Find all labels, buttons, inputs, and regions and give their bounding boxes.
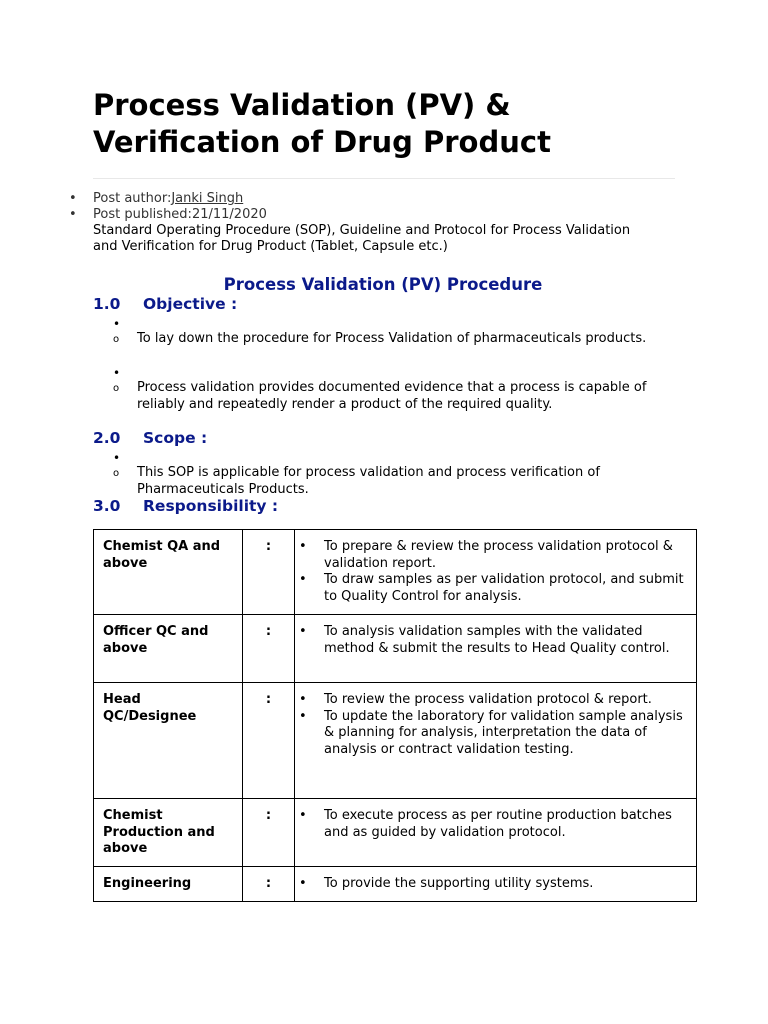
title-divider — [93, 178, 675, 179]
objective-item-2-text: Process validation provides documented evidence that a process is capable of reliably and repeatedly render a product of the required quality. — [137, 380, 647, 412]
role-cell: Chemist Production and above — [94, 799, 243, 867]
table-row — [94, 615, 697, 683]
duty-item: • To draw samples as per validation protocol, and submit to Quality Control for analysis. — [295, 572, 688, 605]
role-cell: Chemist QA and above — [94, 530, 243, 615]
duty-item: • To prepare & review the process validation protocol & validation report. — [295, 539, 688, 572]
duty-item: • To provide the supporting utility systems. — [295, 876, 688, 893]
table-row — [94, 867, 697, 902]
duties-cell — [295, 867, 697, 902]
duties-cell — [295, 799, 697, 867]
table-row — [94, 799, 697, 867]
title-line-1: Process Validation (PV) & — [93, 88, 511, 122]
duty-item: • To analysis validation samples with the validated method & submit the results to Head Quality control. — [295, 624, 688, 657]
post-published-label: Post published: — [93, 207, 192, 222]
responsibility-heading — [93, 497, 278, 515]
post-meta — [93, 191, 267, 223]
intro-text: Standard Operating Procedure (SOP), Guideline and Protocol for Process Validation and Verification for Drug Product (Tablet, Capsule etc.) — [93, 223, 631, 254]
table-row — [94, 683, 697, 799]
circle-bullet-icon: o — [113, 383, 120, 394]
role-cell: Officer QC and above — [94, 615, 243, 683]
responsibility-title: Responsibility : — [143, 497, 279, 515]
post-published-date: 21/11/2020 — [191, 207, 267, 222]
scope-item-1 — [113, 465, 677, 498]
duties-cell — [295, 530, 697, 615]
colon-cell: : — [243, 530, 295, 615]
bullet-icon: • — [113, 451, 121, 465]
procedure-title: Process Validation (PV) Procedure — [223, 275, 543, 294]
role-cell: Head QC/Designee — [94, 683, 243, 799]
role-cell: Engineering — [94, 867, 243, 902]
responsibility-table — [93, 529, 697, 902]
scope-item-1-text: This SOP is applicable for process validation and process verification of Pharmaceuticals Products. — [137, 465, 600, 497]
post-published — [93, 207, 267, 223]
bullet-icon: • — [113, 366, 121, 380]
scope-heading — [93, 429, 207, 447]
page-title — [93, 87, 693, 161]
circle-bullet-icon: o — [113, 334, 120, 345]
colon-cell: : — [243, 683, 295, 799]
bullet-icon: • — [113, 317, 121, 331]
colon-cell: : — [243, 799, 295, 867]
objective-item-1 — [113, 331, 677, 348]
title-line-2: Verification of Drug Product — [93, 125, 551, 159]
colon-cell: : — [243, 615, 295, 683]
objective-number: 1.0 — [93, 295, 121, 313]
responsibility-number: 3.0 — [93, 497, 121, 515]
circle-bullet-icon: o — [113, 468, 120, 479]
colon-cell: : — [243, 867, 295, 902]
duty-item: • To update the laboratory for validation sample analysis & planning for analysis, interpretation the data of analysis or contract validation testing. — [295, 709, 688, 759]
objective-title: Objective : — [143, 295, 238, 313]
post-author-link[interactable]: Janki Singh — [171, 191, 244, 206]
objective-heading — [93, 295, 237, 313]
duty-item: • To execute process as per routine production batches and as guided by validation protocol. — [295, 808, 688, 841]
duties-cell — [295, 683, 697, 799]
post-author — [93, 191, 267, 207]
scope-title: Scope : — [143, 429, 208, 447]
objective-item-1-text: To lay down the procedure for Process Validation of pharmaceuticals products. — [137, 331, 647, 346]
scope-number: 2.0 — [93, 429, 121, 447]
objective-item-2 — [113, 380, 677, 413]
duties-cell — [295, 615, 697, 683]
post-author-label: Post author: — [93, 191, 172, 206]
table-row — [94, 530, 697, 615]
duty-item: • To review the process validation protocol & report. — [295, 692, 688, 709]
